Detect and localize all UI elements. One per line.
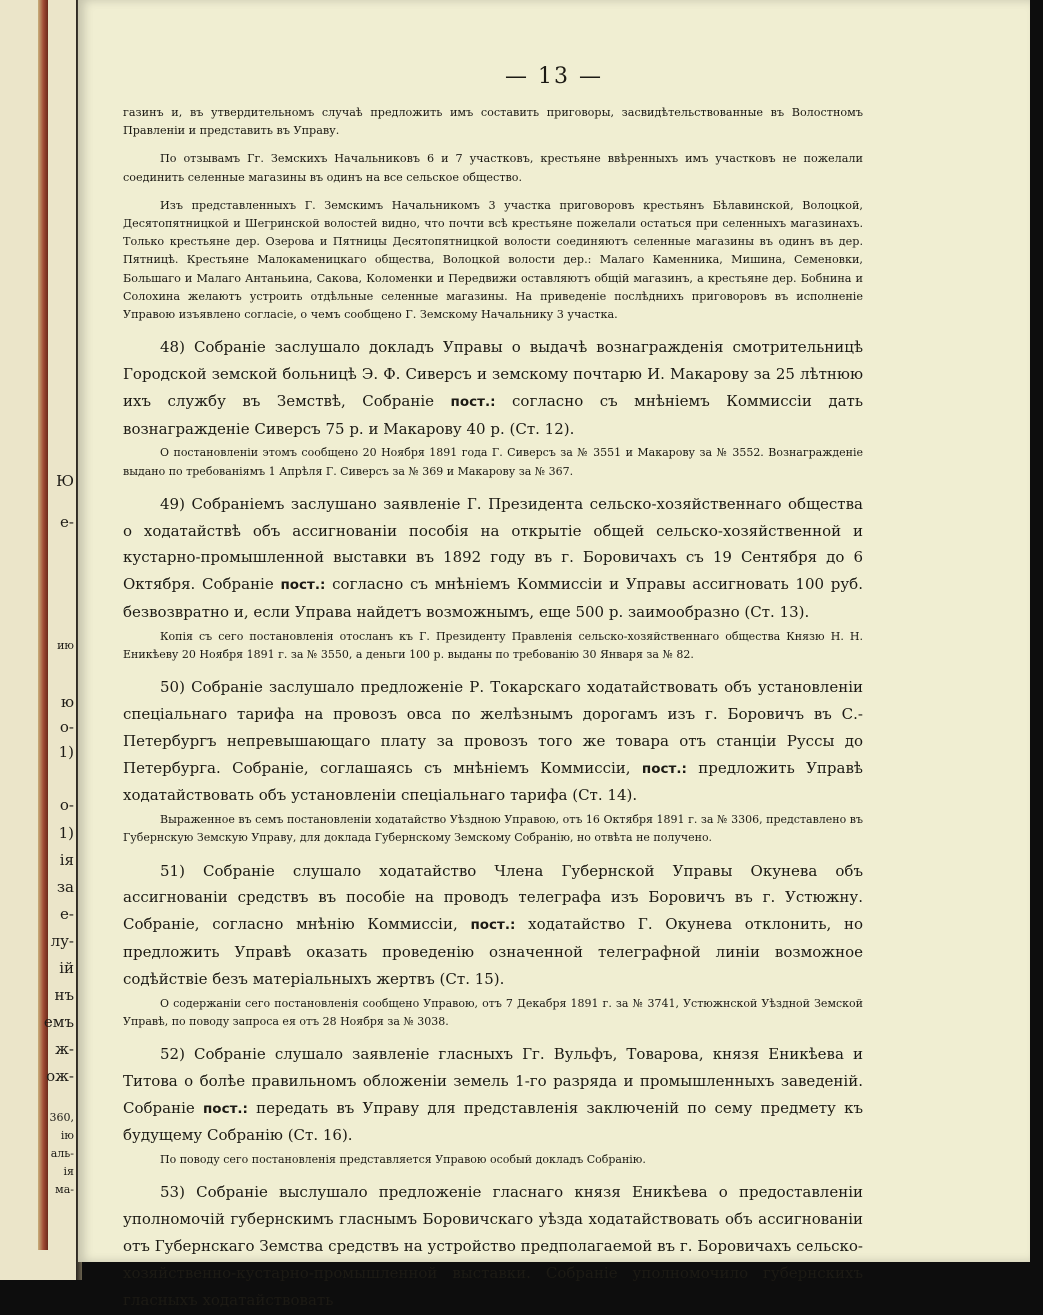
left-page-text-fragment: ма- — [55, 1183, 74, 1196]
intro-paragraph: Изъ представленныхъ Г. Земскимъ Начальникомъ 3 участка приговоровъ крестьянъ Бѣлавинской, Волоцкой, Десятопятницкой и Шегринской волостей видно, что почти всѣ крестьяне пожелали остаться при селенныхъ магазинахъ. Только крестьяне дер. Озерова и Пятницы Десятопятницкой волости соединяютъ селенные магазины въ одинъ въ дер. Пятницѣ. Крестьяне Малокаменицкаго общества, Волоцкой волости дер.: Малаго Каменника, Мишина, Семеновки, Большаго и Малаго Антаньина, Сакова, Коломенки и Передвижи оставляютъ общій магазинъ, а крестьяне дер. Бобнина и Солохина желаютъ устроить отдѣльные селенные магазины. На приведеніе послѣднихъ приговоровъ въ исполненіе Управою изъявлено согласіе, о чемъ сообщено Г. Земскому Начальнику 3 участка. — [123, 198, 863, 322]
resolution-item — [123, 491, 863, 664]
left-page-text-fragment: о- — [59, 718, 74, 736]
left-page-text-fragment: ій — [59, 959, 74, 977]
left-page-text-fragment: ія — [59, 851, 74, 869]
left-page-text-fragment: ія — [63, 1165, 74, 1178]
resolution-text — [123, 858, 863, 993]
resolution-text-after: предложить Управѣ ходатайствовать объ установленіи спеціальнаго тарифа (Ст. 14). — [123, 758, 863, 805]
resolution-keyword: пост.: — [470, 917, 516, 934]
left-page-text-fragment: аль- — [50, 1147, 74, 1160]
left-page-text-fragment: о- — [59, 796, 74, 814]
resolution-note: Выраженное въ семъ постановленіи ходатайство Уѣздною Управою, отъ 16 Октября 1891 г. за № 3306, представлено въ Губернскую Земскую Управу, для доклада Губернскому Земскому Собранію, но отвѣта не получено. — [123, 813, 863, 845]
page-number: — 13 — — [505, 64, 603, 89]
resolution-text — [123, 674, 863, 809]
resolution-text-after: ходатайство Г. Окунева отклонить, но предложить Управѣ оказать проведенію означенной телеграфной линіи возможное содѣйствіе безъ матеріальныхъ жертвъ (Ст. 15). — [123, 915, 863, 988]
left-page-text-fragment: ію — [60, 1129, 74, 1142]
left-page-text-fragment: ж- — [55, 1040, 74, 1058]
resolution-text — [123, 1179, 863, 1313]
resolution-keyword: пост.: — [202, 1100, 248, 1117]
left-page-text-fragment: е- — [60, 905, 74, 923]
left-page-text-fragment: Ю — [56, 472, 74, 490]
resolution-note: О содержаніи сего постановленія сообщено Управою, отъ 7 Декабря 1891 г. за № 3741, Устюжнской Уѣздной Земской Управѣ, по поводу запроса ея отъ 28 Ноября за № 3038. — [123, 996, 863, 1028]
resolution-keyword: пост.: — [450, 393, 496, 410]
resolution-text — [123, 334, 863, 442]
resolution-text — [123, 1041, 863, 1149]
left-page-text-fragment: емъ — [43, 1013, 74, 1031]
left-page-text-fragment: ю — [60, 693, 74, 711]
resolution-text-before: 48) Собраніе заслушало докладъ Управы о выдачѣ вознагражденія смотрительницѣ Городской земской больницѣ Э. Ф. Сиверсъ и земскому почтарю И. Макарову за 25 лѣтнюю ихъ службу въ Земствѣ, Собраніе — [123, 338, 863, 410]
resolution-item — [123, 858, 863, 1031]
left-page-text-fragment: ию — [57, 639, 74, 652]
resolution-text-before: 53) Собраніе выслушало предложеніе гласнаго князя Еникѣева о предоставленіи уполномочій губернскимъ гласнымъ Боровичскаго уѣзда ходатайствовать объ ассигнованіи отъ Губернскаго Земства средствъ на устройство предполагаемой въ г. Боровичахъ сельско-хозяйственно-кустарно-промышленной выставки. Собраніе уполномочило губернскихъ гласныхъ ходатайствовать — [123, 1183, 863, 1309]
resolution-item — [123, 334, 863, 481]
left-page-text-fragment: за — [56, 878, 74, 896]
document-page — [78, 0, 1030, 1309]
left-page-text-fragment: 1) — [58, 824, 74, 842]
intro-paragraph: По отзывамъ Гг. Земскихъ Начальниковъ 6 и 7 участковъ, крестьяне ввѣренныхъ имъ участковъ не пожелали соединить селенные магазины въ одинъ на все сельское общество. — [123, 152, 863, 184]
left-page-text-fragment: нъ — [54, 986, 74, 1004]
left-page-text-fragment: е- — [60, 513, 74, 531]
left-page-edge — [0, 0, 76, 1280]
book-spine — [38, 0, 48, 1250]
resolution-note: Копія съ сего постановленія отосланъ къ Г. Президенту Правленія сельско-хозяйственнаго общества Князю Н. Н. Еникѣеву 20 Ноября 1891 г. за № 3550, а деньги 100 р. выданы по требованію 30 Января за № 82. — [123, 629, 863, 662]
resolution-text-before: 50) Собраніе заслушало предложеніе Р. Токарскаго ходатайствовать объ установленіи спеціальнаго тарифа на провозъ овса по желѣзнымъ дорогамъ изъ г. Боровичъ въ С.-Петербургъ непревышающаго плату за провозъ того же товара отъ станціи Руссы до Петербурга. Собраніе, соглашаясь съ мнѣніемъ Коммиссіи, — [123, 678, 863, 777]
left-page-text-fragment: лу- — [50, 932, 74, 950]
intro-paragraph: газинъ и, въ утвердительномъ случаѣ предложить имъ составить приговоры, засвидѣтельствованные въ Волостномъ Правленіи и представить въ Управу. — [123, 106, 863, 138]
resolution-text-after: передать въ Управу для представленія заключеній по сему предмету къ будущему Собранію (Ст. 16). — [123, 1098, 863, 1145]
resolution-item — [123, 1041, 863, 1169]
resolution-text-before: 49) Собраніемъ заслушано заявленіе Г. Президента сельско-хозяйственнаго общества о ходатайствѣ объ ассигнованіи пособія на открытіе общей сельско-хозяйственной и кустарно-промышленной выставки въ 1892 году въ г. Боровичахъ съ 19 Сентября до 6 Октября. Собраніе — [123, 494, 863, 594]
resolution-item — [123, 674, 863, 847]
resolution-note: О постановленіи этомъ сообщено 20 Ноября 1891 года Г. Сиверсъ за № 3551 и Макарову за № 3552. Вознагражденіе выдано по требованіямъ 1 Апрѣля Г. Сиверсъ за № 369 и Макарову за № 367. — [123, 446, 863, 478]
resolution-text — [123, 491, 863, 626]
resolution-note: По поводу сего постановленія представляется Управою особый докладъ Собранію. — [160, 1153, 646, 1167]
page-content — [123, 104, 863, 1315]
resolution-keyword: пост.: — [280, 577, 326, 594]
resolution-keyword: пост.: — [641, 760, 687, 777]
resolution-item — [123, 1179, 863, 1313]
resolution-text-after: согласно съ мнѣніемъ Коммиссіи и Управы ассигновать 100 руб. безвозвратно и, если Управа найдетъ возможнымъ, еще 500 р. заимообразно (Ст. 13). — [123, 575, 863, 622]
left-page-text-fragment: 360, — [49, 1111, 74, 1124]
resolution-text-before: 51) Собраніе слушало ходатайство Члена Губернской Управы Окунева объ ассигнованіи средствъ въ пособіе на проводъ телеграфа изъ Боровичъ въ г. Устюжну. Собраніе, согласно мнѣнію Коммиссіи, — [123, 861, 863, 934]
left-page-text-fragment: ож- — [46, 1067, 74, 1085]
left-page-text-fragment: 1) — [58, 743, 74, 761]
resolution-text-after: согласно съ мнѣніемъ Коммиссіи дать вознагражденіе Сиверсъ 75 р. и Макарову 40 р. (Ст. 12). — [123, 391, 863, 438]
resolution-text-before: 52) Собраніе слушало заявленіе гласныхъ Гг. Вульфъ, Товарова, князя Еникѣева и Титова о болѣе правильномъ обложеніи земель 1-го разряда и промышленныхъ заведеній. Собраніе — [123, 1045, 863, 1117]
